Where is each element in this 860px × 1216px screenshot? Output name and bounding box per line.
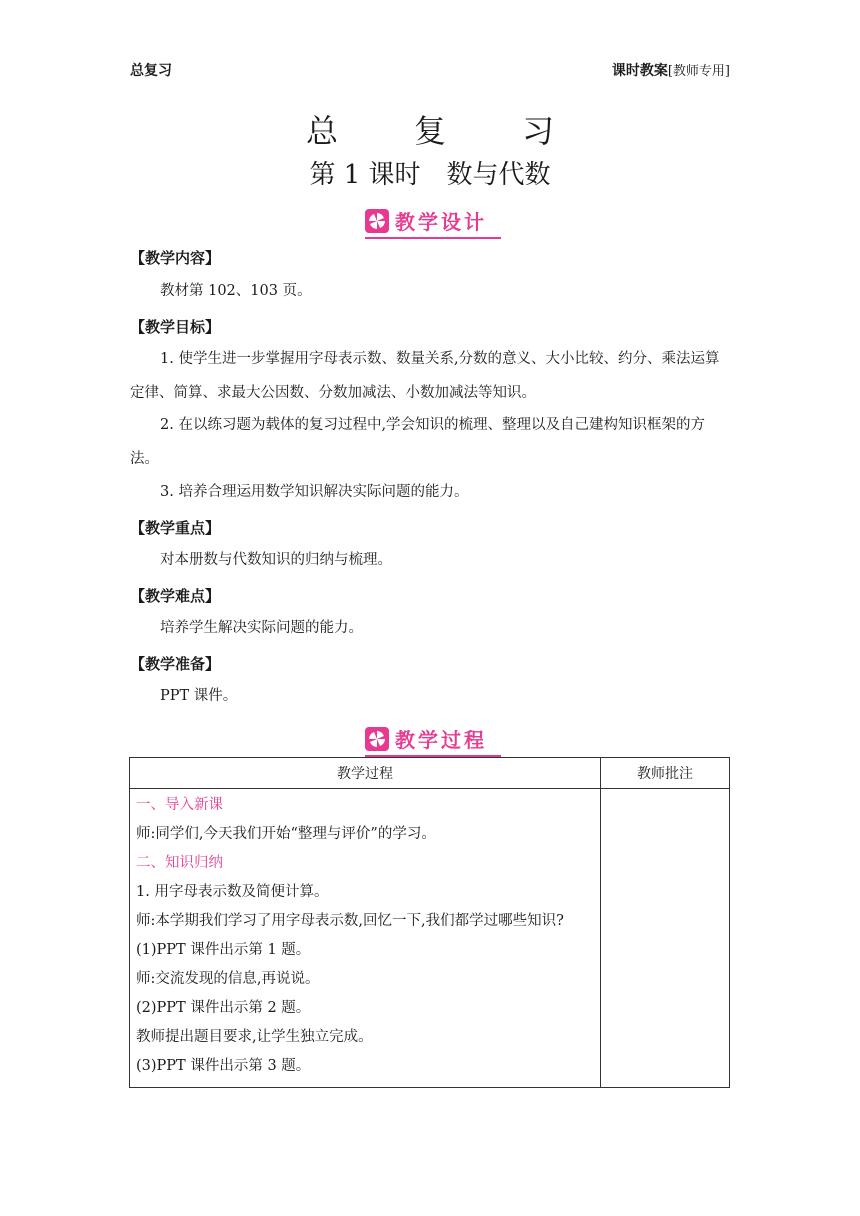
process-line: 1. 用字母表示数及简便计算。 <box>136 884 329 900</box>
section-label-key-points: 【教学重点】 <box>130 519 221 537</box>
process-table <box>129 757 730 1088</box>
page-subtitle: 第 1 课时 数与代数 <box>309 160 551 190</box>
notes-cell <box>601 789 730 1088</box>
header-section-name: 总复习 <box>130 63 172 79</box>
goal-2: 2. 在以练习题为载体的复习过程中,学会知识的梳理、整理以及自己建构知识框架的方法。 <box>130 417 706 467</box>
process-line: (2)PPT 课件出示第 2 题。 <box>136 1000 311 1016</box>
goal-3: 3. 培养合理运用数学知识解决实际问题的能力。 <box>160 484 469 500</box>
banner-label: 教学过程 <box>395 728 487 752</box>
process-line: 教师提出题目要求,让学生独立完成。 <box>136 1029 373 1045</box>
banner-label: 教学设计 <box>395 210 487 234</box>
column-header-process: 教学过程 <box>130 758 601 789</box>
heading-introduction: 一、导入新课 <box>136 797 223 813</box>
header-doc-type <box>612 60 730 80</box>
section-label-preparation: 【教学准备】 <box>130 655 221 673</box>
goal-1: 1. 使学生进一步掌握用字母表示数、数量关系,分数的意义、大小比较、约分、乘法运算定律、简算、求最大公因数、分数加减法、小数加减法等知识。 <box>130 351 720 401</box>
section-label-difficulties: 【教学难点】 <box>130 587 221 605</box>
process-line: 师:同学们,今天我们开始“整理与评价”的学习。 <box>136 826 436 842</box>
page-title: 总 复 习 <box>305 112 576 150</box>
process-line: (1)PPT 课件出示第 1 题。 <box>136 942 311 958</box>
column-header-notes: 教师批注 <box>601 758 730 789</box>
banner-teaching-design <box>0 206 860 239</box>
pinwheel-icon <box>365 727 389 751</box>
section-label-goals: 【教学目标】 <box>130 318 221 336</box>
process-line: (3)PPT 课件出示第 3 题。 <box>136 1058 311 1074</box>
section-label-content: 【教学内容】 <box>130 249 221 267</box>
process-line: 师:本学期我们学习了用字母表示数,回忆一下,我们都学过哪些知识? <box>136 913 564 929</box>
header-doc-type-main: 课时教案 <box>611 63 668 79</box>
difficulties-text: 培养学生解决实际问题的能力。 <box>160 620 363 636</box>
banner-teaching-process <box>0 724 860 757</box>
heading-knowledge-summary: 二、知识归纳 <box>136 855 223 871</box>
key-points-text: 对本册数与代数知识的归纳与梳理。 <box>160 552 392 568</box>
pinwheel-icon <box>365 209 389 233</box>
process-cell <box>130 789 601 1088</box>
process-line: 师:交流发现的信息,再说说。 <box>136 971 320 987</box>
preparation-text: PPT 课件。 <box>160 688 238 704</box>
header-doc-type-audience: [教师专用] <box>667 64 730 79</box>
content-text: 教材第 102、103 页。 <box>160 283 312 299</box>
